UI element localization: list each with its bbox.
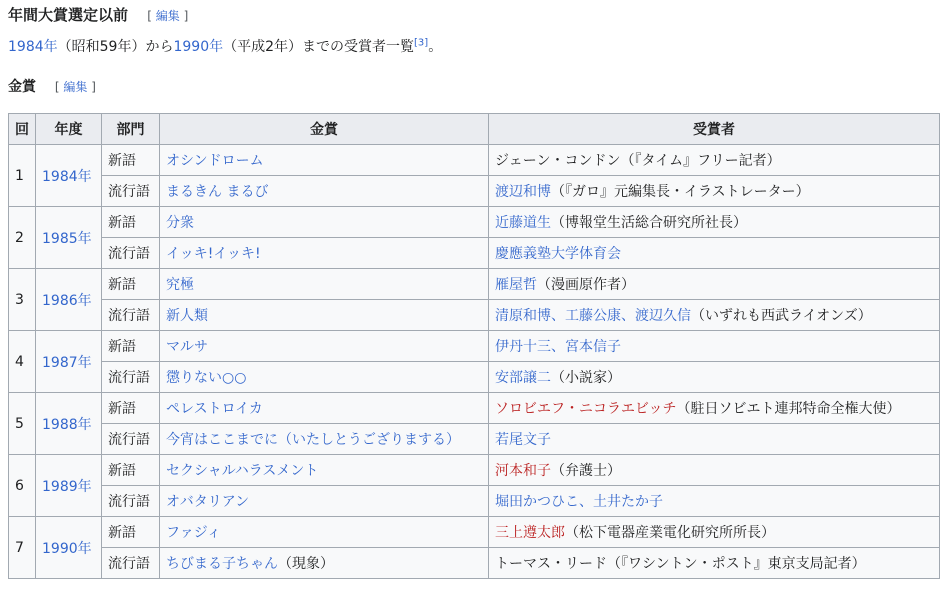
- category-cell: 流行語: [102, 300, 160, 331]
- winner-redlink[interactable]: ソロビエフ・ニコラエビッチ: [495, 401, 677, 417]
- award-link[interactable]: ペレストロイカ: [166, 401, 263, 417]
- round-cell: 5: [9, 393, 36, 455]
- award-cell: [160, 362, 489, 393]
- award-link[interactable]: オシンドローム: [166, 153, 264, 169]
- winner-redlink[interactable]: 三上遵太郎: [495, 525, 565, 541]
- award-link[interactable]: 懲りない○○: [166, 370, 247, 386]
- award-cell: [160, 424, 489, 455]
- award-cell: [160, 238, 489, 269]
- winner-text: （小説家）: [551, 370, 621, 386]
- reference-link[interactable]: [3]: [414, 37, 429, 49]
- winner-link[interactable]: 若尾文子: [495, 432, 551, 448]
- award-link[interactable]: マルサ: [166, 339, 208, 355]
- round-cell: 7: [9, 517, 36, 579]
- header-year: 年度: [36, 114, 102, 145]
- winner-cell: [489, 207, 940, 238]
- winner-cell: [489, 455, 940, 486]
- round-cell: 1: [9, 145, 36, 207]
- award-cell: [160, 486, 489, 517]
- table-row: [9, 238, 940, 269]
- award-link[interactable]: オバタリアン: [166, 494, 250, 510]
- winner-text: （博報堂生活総合研究所社長）: [551, 215, 747, 231]
- table-row: [9, 331, 940, 362]
- subsection-edit-link[interactable]: 編集: [63, 80, 88, 94]
- year-cell: [36, 269, 102, 331]
- winner-link[interactable]: 清原和博、工藤公康、渡辺久信: [495, 308, 691, 324]
- winner-cell: [489, 362, 940, 393]
- round-cell: 6: [9, 455, 36, 517]
- award-suffix: （現象）: [278, 556, 334, 572]
- edit-bracket-close: ]: [91, 80, 96, 94]
- header-category: 部門: [102, 114, 160, 145]
- table-body: [9, 145, 940, 579]
- winner-cell: [489, 238, 940, 269]
- category-cell: 新語: [102, 269, 160, 300]
- winner-text: （いずれも西武ライオンズ）: [691, 308, 872, 324]
- section-edit-link[interactable]: 編集: [155, 9, 180, 23]
- intro-start-year-link[interactable]: 1984年: [8, 39, 58, 55]
- category-cell: 新語: [102, 393, 160, 424]
- category-cell: 流行語: [102, 424, 160, 455]
- award-cell: [160, 455, 489, 486]
- year-link[interactable]: 1988年: [42, 416, 92, 433]
- award-link[interactable]: 分衆: [166, 215, 194, 231]
- award-cell: [160, 207, 489, 238]
- table-row: [9, 393, 940, 424]
- winner-cell: [489, 176, 940, 207]
- subsection-title: 金賞: [8, 79, 36, 95]
- winner-text: ジェーン・コンドン（『タイム』フリー記者）: [495, 153, 781, 169]
- winner-cell: [489, 145, 940, 176]
- award-cell: [160, 393, 489, 424]
- subsection-heading: [8, 76, 96, 96]
- award-link[interactable]: まるきん まるび: [166, 184, 269, 200]
- winner-cell: [489, 331, 940, 362]
- table-row: [9, 145, 940, 176]
- year-cell: [36, 331, 102, 393]
- award-link[interactable]: 今宵はここまでに（いたしとうござりまする）: [166, 432, 460, 448]
- table-row: [9, 269, 940, 300]
- winner-link[interactable]: 近藤道生: [495, 215, 551, 231]
- intro-period: 。: [428, 39, 443, 55]
- award-link[interactable]: 新人類: [166, 308, 208, 324]
- winner-link[interactable]: 伊丹十三、宮本信子: [495, 339, 621, 355]
- table-row: [9, 548, 940, 579]
- winner-cell: [489, 548, 940, 579]
- winner-text: （駐日ソビエト連邦特命全権大使）: [676, 401, 901, 417]
- award-link[interactable]: セクシャルハラスメント: [166, 463, 319, 479]
- winner-link[interactable]: 慶應義塾大学体育会: [495, 246, 621, 262]
- winner-text: （『ガロ』元編集長・イラストレーター）: [551, 184, 810, 200]
- award-link[interactable]: ちびまる子ちゃん: [166, 556, 278, 572]
- table-row: [9, 300, 940, 331]
- winner-cell: [489, 517, 940, 548]
- section-title: 年間大賞選定以前: [8, 6, 129, 24]
- edit-bracket-close: ]: [183, 9, 189, 23]
- award-cell: [160, 300, 489, 331]
- winner-cell: [489, 424, 940, 455]
- award-cell: [160, 331, 489, 362]
- table-row: [9, 455, 940, 486]
- winner-cell: [489, 300, 940, 331]
- section-heading: [8, 4, 188, 25]
- winner-link[interactable]: 堀田かつひこ、土井たか子: [495, 494, 663, 510]
- award-cell: [160, 176, 489, 207]
- edit-bracket-open: [: [147, 9, 152, 23]
- category-cell: 新語: [102, 517, 160, 548]
- year-link[interactable]: 1989年: [42, 478, 92, 495]
- category-cell: 流行語: [102, 176, 160, 207]
- winner-text: （弁護士）: [551, 463, 621, 479]
- round-cell: 3: [9, 269, 36, 331]
- header-round: 回: [9, 114, 36, 145]
- intro-start-paren: （昭和59年）から: [57, 39, 174, 55]
- award-cell: [160, 269, 489, 300]
- winner-text: （松下電器産業電化研究所所長）: [565, 525, 775, 541]
- year-link[interactable]: 1985年: [42, 230, 92, 247]
- table-row: [9, 424, 940, 455]
- year-cell: [36, 455, 102, 517]
- winner-cell: [489, 486, 940, 517]
- round-cell: 2: [9, 207, 36, 269]
- table-row: [9, 362, 940, 393]
- category-cell: 新語: [102, 207, 160, 238]
- year-cell: [36, 393, 102, 455]
- winner-link[interactable]: 安部譲二: [495, 370, 551, 386]
- year-link[interactable]: 1986年: [42, 292, 92, 309]
- intro-end-paren: （平成2年）までの受賞者一覧: [223, 39, 415, 55]
- table-header-row: [9, 114, 940, 145]
- intro-paragraph: [8, 36, 442, 56]
- year-cell: [36, 517, 102, 579]
- category-cell: 流行語: [102, 362, 160, 393]
- winner-link[interactable]: 渡辺和博: [495, 184, 551, 200]
- category-cell: 流行語: [102, 548, 160, 579]
- winner-link[interactable]: 雁屋哲: [495, 277, 537, 293]
- award-link[interactable]: ファジィ: [166, 525, 221, 541]
- award-link[interactable]: イッキ!イッキ!: [166, 246, 261, 262]
- category-cell: 新語: [102, 455, 160, 486]
- category-cell: 新語: [102, 145, 160, 176]
- year-link[interactable]: 1987年: [42, 354, 92, 371]
- category-cell: 新語: [102, 331, 160, 362]
- gold-award-table: [8, 113, 940, 579]
- table-row: [9, 517, 940, 548]
- category-cell: 流行語: [102, 238, 160, 269]
- subsection-edit-link-wrapper: [55, 80, 96, 94]
- table-row: [9, 176, 940, 207]
- award-cell: [160, 548, 489, 579]
- award-cell: [160, 517, 489, 548]
- winner-text: トーマス・リード（『ワシントン・ポスト』東京支局記者）: [495, 556, 866, 572]
- intro-end-year-link[interactable]: 1990年: [173, 39, 224, 55]
- year-link[interactable]: 1990年: [42, 540, 92, 557]
- edit-bracket-open: [: [54, 80, 60, 94]
- winner-redlink[interactable]: 河本和子: [495, 463, 551, 479]
- winner-cell: [489, 269, 940, 300]
- year-cell: [36, 207, 102, 269]
- round-cell: 4: [9, 331, 36, 393]
- winner-text: （漫画原作者）: [537, 277, 635, 293]
- category-cell: 流行語: [102, 486, 160, 517]
- year-link[interactable]: 1984年: [42, 168, 92, 185]
- winner-cell: [489, 393, 940, 424]
- header-winner: 受賞者: [489, 114, 940, 145]
- table-row: [9, 207, 940, 238]
- header-award: 金賞: [160, 114, 489, 145]
- section-edit-link-wrapper: [147, 9, 188, 23]
- award-cell: [160, 145, 489, 176]
- award-link[interactable]: 究極: [166, 277, 194, 293]
- year-cell: [36, 145, 102, 207]
- table-row: [9, 486, 940, 517]
